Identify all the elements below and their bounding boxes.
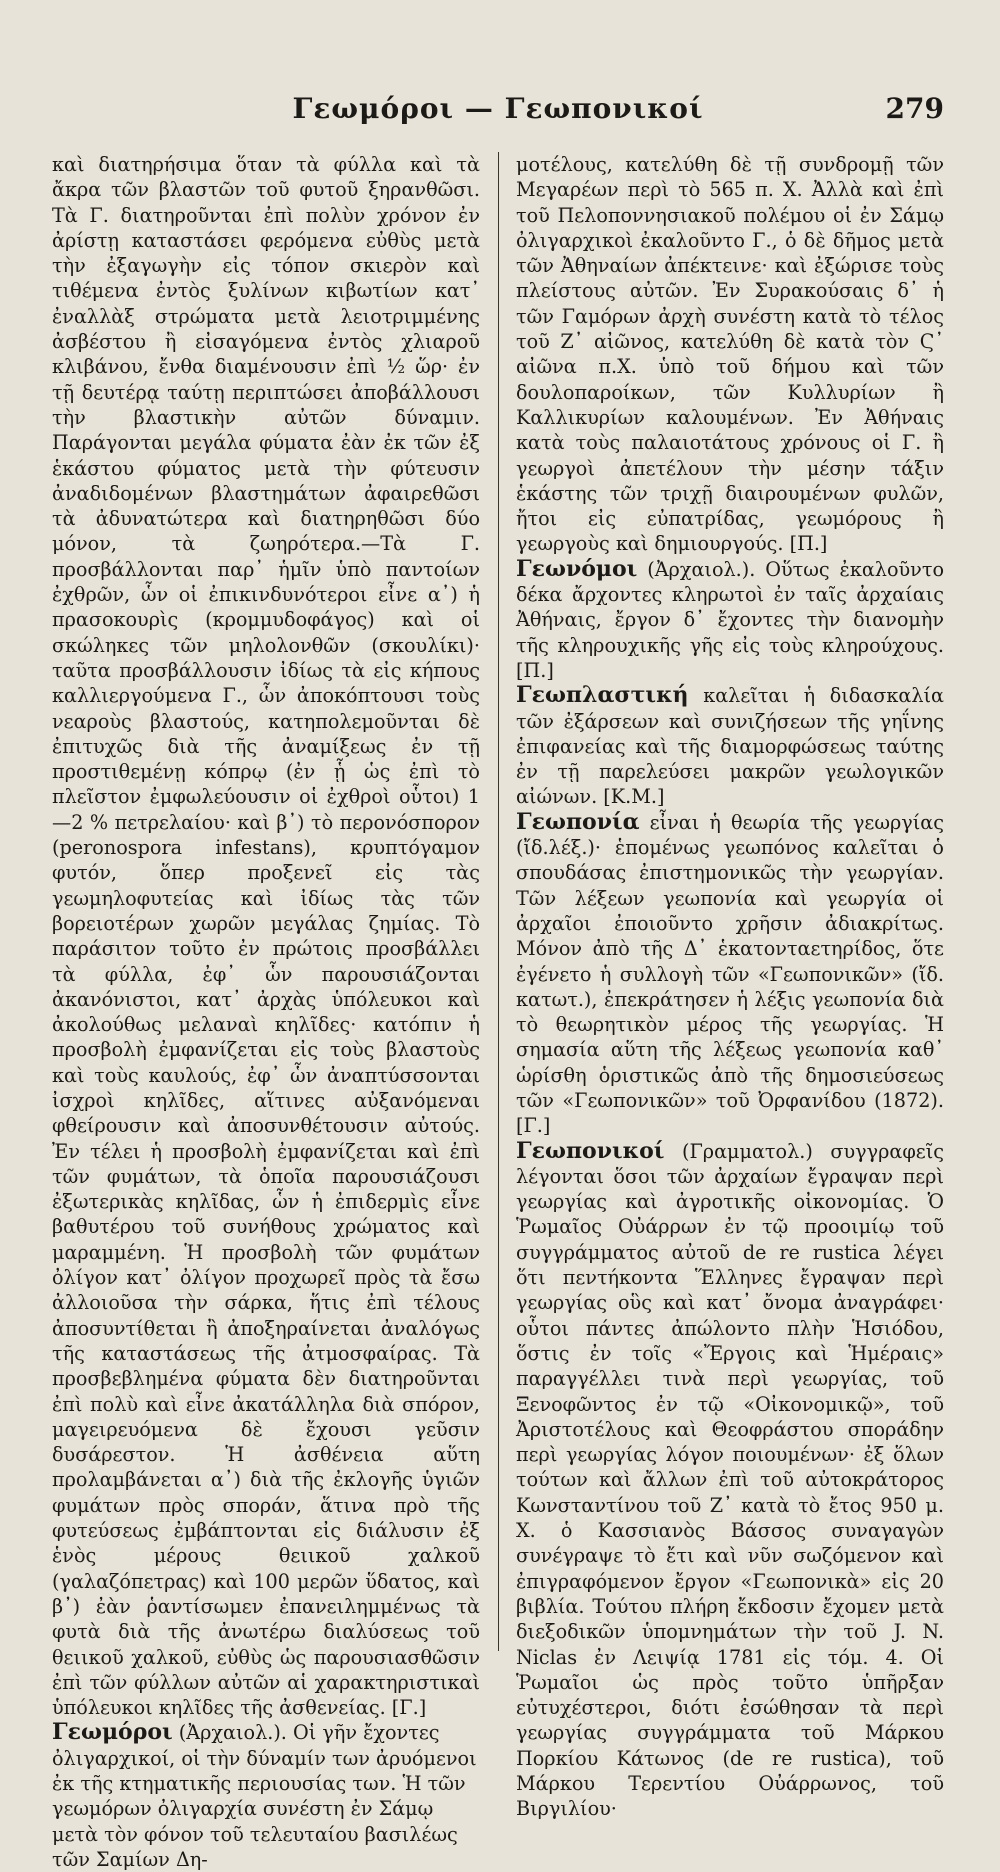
- column-rule: [498, 152, 499, 1651]
- entry-headword: Γεωπλαστική: [516, 682, 689, 709]
- entry-continuation: καὶ διατηρήσιμα ὅταν τὰ φύλλα καὶ τὰ ἄκρα τῶν βλαστῶν τοῦ φυτοῦ ξηρανθῶσι. Τὰ Γ. διατηροῦνται ἐπὶ πολὺν χρόνον ἐν ἀρίστῃ καταστάσει φερόμενα εὐθὺς μετὰ τὴν ἐξαγωγὴν εἰς τόπον σκιερὸν καὶ τιθέμενα ἐντὸς ξυλίνων κιβωτίων κατ᾽ ἐναλλὰξ στρώματα μετὰ λειοτριμμένης ἀσβέστου ἢ εἰσαγόμενα ἐντὸς χλιαροῦ κλιβάνου, ἔνθα διαμένουσιν ἐπὶ ½ ὥρ· ἐν τῇ δευτέρᾳ ταύτῃ περιπτώσει ἀποβάλλουσι τὴν βλαστικὴν αὐτῶν δύναμιν. Παράγονται μεγάλα φύματα ἐὰν ἐκ τῶν ἐξ ἑκάστου φύματος μετὰ τὴν φύτευσιν ἀναδιδομένων βλαστημάτων ἀφαιρεθῶσι τὰ ἀδυνατώτερα καὶ διατηρηθῶσι δύο μόνον, τὰ ζωηρότερα.—Τὰ Γ. προσβάλλονται παρ᾽ ἡμῖν ὑπὸ παντοίων ἐχθρῶν, ὧν οἱ ἐπικινδυνότεροι εἶνε α᾽) ἡ πρασοκουρὶς (κρομμυδοφάγος) καὶ οἱ σκώληκες τῶν μηλολονθῶν (σκουλίκι)· ταῦτα προσβάλλουσιν ἰδίως τὰ εἰς κήπους καλλιεργούμενα Γ., ὧν ἀποκόπτουσι τοὺς νεαροὺς βλαστούς, κατηπολεμοῦνται δὲ ἐπιτυχῶς διὰ τῆς ἀναμίξεως ἐν τῇ προστιθεμένῃ κόπρῳ (ἐν ᾗ ὡς ἐπὶ τὸ πλεῖστον ἐμφωλεύουσιν οἱ ἐχθροὶ οὗτοι) 1—2 % πετρελαίου· καὶ β᾽) τὸ περονόσπορον (peronospora infestans), κρυπτόγαμον φυτόν, ὅπερ προξενεῖ εἰς τὰς γεωμηλοφυτείας καὶ ἰδίως τὰς τῶν βορειοτέρων χωρῶν μεγάλας ζημίας. Τὸ παράσιτον τοῦτο ἐν πρώτοις προσβάλλει τὰ φύλλα, ἐφ᾽ ὧν παρουσιάζονται ἀκανόνιστοι, κατ᾽ ἀρχὰς ὑπόλευκοι καὶ ἀκολούθως μελαναὶ κηλῖδες· κατόπιν ἡ προσβολὴ ἐμφανίζεται εἰς τοὺς βλαστοὺς καὶ τοὺς καυλούς, ἐφ᾽ ὧν ἀναπτύσσονται ἰσχροὶ κηλῖδες, αἵτινες αὐξανόμεναι φθείρουσιν καὶ ἀποσυνθέτουσιν αὐτούς. Ἐν τέλει ἡ προσβολὴ ἐμφανίζεται καὶ ἐπὶ τῶν φυμάτων, τὰ ὁποῖα παρουσιάζουσι ἐξωτερικὰς κηλῖδας, ὧν ἡ ἐπιδερμὶς εἶνε βαθυτέρου τοῦ συνήθους χρώματος καὶ μαραμμένη. Ἡ προσβολὴ τῶν φυμάτων ὀλίγον κατ᾽ ὀλίγον προχωρεῖ πρὸς τὰ ἔσω ἀλλοιοῦσα τὴν σάρκα, ἥτις ἐπὶ τέλους ἀποσυντίθεται ἢ ἀποξηραίνεται ἀναλόγως τῆς καταστάσεως τῆς ἀτμοσφαίρας. Τὰ προσβεβλημένα φύματα δὲν διατηροῦνται ἐπὶ πολὺ καὶ εἶνε ἀκατάλληλα διὰ σπόρον, μαγειρευόμενα δὲ ἔχουσι γεῦσιν δυσάρεστον. Ἡ ἀσθένεια αὕτη προλαμβάνεται α᾽) διὰ τῆς ἐκλογῆς ὑγιῶν φυμάτων πρὸς σποράν, ἅτινα πρὸ τῆς φυτεύσεως ἐμβάπτονται εἰς διάλυσιν ἐξ ἑνὸς μέρους θειικοῦ χαλκοῦ (γαλαζόπετρας) καὶ 100 μερῶν ὕδατος, καὶ β᾽) ἐὰν ῥαντίσωμεν ἐπανειλημμένως τὰ φυτὰ διὰ τῆς ἀνωτέρω διαλύσεως τοῦ θειικοῦ χαλκοῦ, εὐθὺς ὡς παρουσιασθῶσιν ἐπὶ τῶν φύλλων αὐτῶν αἱ χαρακτηριστικαὶ ὑπόλευκοι κηλῖδες τῆς ἀσθενείας. [Γ.]: [52, 153, 480, 1720]
- entry-geoplastike: Γεωπλαστική καλεῖται ἡ διδασκαλία τῶν ἐξάρσεων καὶ συνιζήσεων τῆς γηΐνης ἐπιφανείας καὶ τῆς διαμορφώσεως ταύτης ἐν τῇ παρελεύσει μακρῶν γεωλογικῶν αἰώνων. [Κ.Μ.]: [516, 682, 944, 809]
- entry-geoponia: Γεωπονία εἶναι ἡ θεωρία τῆς γεωργίας (ἴδ.λέξ.)· ἑπομένως γεωπόνος καλεῖται ὁ σπουδάσας ἐπιστημονικῶς τὴν γεωργίαν. Τῶν λέξεων γεωπονία καὶ γεωργία οἱ ἀρχαῖοι ἐποιοῦντο χρῆσιν ἀδιακρίτως. Μόνον ἀπὸ τῆς Δ᾽ ἑκατονταετηρίδος, ὅτε ἐγένετο ἡ συλλογὴ τῶν «Γεωπονικῶν» (ἴδ. κατωτ.), ἐπεκράτησεν ἡ λέξις γεωπονία διὰ τὸ θεωρητικὸν μέρος τῆς γεωργίας. Ἡ σημασία αὕτη τῆς λέξεως γεωπονία καθ᾽ ὡρίσθη ὁριστικῶς ἀπὸ τῆς δημοσιεύσεως τῶν «Γεωπονικῶν» τοῦ Ὀρφανίδου (1872). [Γ.]: [516, 808, 944, 1138]
- entry-continuation-right: μοτέλους, κατελύθη δὲ τῇ συνδρομῇ τῶν Μεγαρέων περὶ τὸ 565 π. Χ. Ἀλλὰ καὶ ἐπὶ τοῦ Πελοποννησιακοῦ πολέμου οἱ ἐν Σάμῳ ὀλιγαρχικοὶ ἐκαλοῦντο Γ., ὁ δὲ δῆμος μετὰ τῶν Ἀθηναίων ἀπέκτεινε· καὶ ἐξώρισε τοὺς πλείστους αὐτῶν. Ἐν Συρακούσαις δ᾽ ἡ τῶν Γαμόρων ἀρχὴ συνέστη κατὰ τὸ τέλος τοῦ Ζ᾽ αἰῶνος, κατελύθη δὲ κατὰ τὸν Ϛ᾽ αἰῶνα π.Χ. ὑπὸ τοῦ δήμου καὶ τῶν δουλοπαροίκων, τῶν Κυλλυρίων ἢ Καλλικυρίων καλουμένων. Ἐν Ἀθήναις κατὰ τοὺς παλαιοτάτους χρόνους οἱ Γ. ἢ γεωργοὶ ἀπετέλουν τὴν μέσην τάξιν ἑκάστης τῶν τριχῇ διαιρουμένων φυλῶν, ἤτοι εἰς εὐπατρίδας, γεωμόρους ἢ γεωργοὺς καὶ δημιουργούς. [Π.]: [516, 153, 944, 556]
- page-header: [52, 92, 944, 136]
- entry-headword: Γεωμόροι: [52, 1719, 173, 1746]
- running-head: Γεωμόροι — Γεωπονικοί: [292, 92, 704, 125]
- page-number: 279: [885, 92, 944, 125]
- right-column: [516, 152, 944, 1821]
- left-column: [52, 152, 480, 1871]
- entry-headword: Γεωπονικοί: [516, 1137, 665, 1164]
- entry-geoponikoi: Γεωπονικοί (Γραμματολ.) συγγραφεῖς λέγονται ὅσοι τῶν ἀρχαίων ἔγραψαν περὶ γεωργίας καὶ ἀγροτικῆς οἰκονομίας. Ὁ Ῥωμαῖος Οὐάρρων ἐν τῷ προοιμίῳ τοῦ συγγράμματος αὐτοῦ de re rustica λέγει ὅτι πεντήκοντα Ἕλληνες ἔγραψαν περὶ γεωργίας οὓς καὶ κατ᾽ ὄνομα ἀναγράφει· οὗτοι πάντες ἀπώλοντο πλὴν Ἡσιόδου, ὅστις ἐν τοῖς «Ἔργοις καὶ Ἡμέραις» παραγγέλλει τινὰ περὶ γεωργίας, τοῦ Ξενοφῶντος ἐν τῷ «Οἰκονομικῷ», τοῦ Ἀριστοτέλους καὶ Θεοφράστου σποράδην περὶ γεωργίας λόγον ποιουμένων· ἐξ ὅλων τούτων καὶ ἄλλων ἐπὶ τοῦ αὐτοκράτορος Κωνσταντίνου τοῦ Ζ᾽ κατὰ τὸ ἔτος 950 μ. Χ. ὁ Κασσιανὸς Βάσσος συναγαγὼν συνέγραψε τὸ ἔτι καὶ νῦν σωζόμενον καὶ ἐπιγραφόμενον ἔργον «Γεωπονικὰ» εἰς 20 βιβλία. Τούτου πλήρη ἔκδοσιν ἔχομεν μετὰ διεξοδικῶν ὑπομνημάτων τὴν τοῦ J. N. Niclas ἐν Λειψίᾳ 1781 εἰς τόμ. 4. Οἱ Ῥωμαῖοι ὡς πρὸς τοῦτο ὑπῆρξαν εὐτυχέστεροι, διότι ἐσώθησαν τὰ περὶ γεωργίας συγγράμματα τοῦ Μάρκου Πορκίου Κάτωνος (de re rustica), τοῦ Μάρκου Τερεντίου Οὐάρρωνος, τοῦ Βιργιλίου·: [516, 1137, 944, 1821]
- entry-headword: Γεωπονία: [516, 808, 640, 835]
- entry-geonomoi: Γεωνόμοι (Ἀρχαιολ.). Οὕτως ἐκαλοῦντο δέκα ἄρχοντες κληρωτοὶ ἐν ταῖς ἀρχαίαις Ἀθήναις, ἔργον δ᾽ ἔχοντες τὴν διανομὴν τῆς κληρουχικῆς γῆς εἰς τοὺς κληρούχους. [Π.]: [516, 555, 944, 682]
- entry-geomoroi: Γεωμόροι (Ἀρχαιολ.). Οἱ γῆν ἔχοντες ὀλιγαρχικοί, οἱ τὴν δύναμίν των ἀρυόμενοι ἐκ τῆς κτηματικῆς περιουσίας των. Ἡ τῶν γεωμόρων ὀλιγαρχία συνέστη ἐν Σάμῳ μετὰ τὸν φόνον τοῦ τελευταίου βασιλέως τῶν Σαμίων Δη-: [52, 1719, 477, 1871]
- entry-headword: Γεωνόμοι: [516, 555, 638, 582]
- two-column-body: [52, 152, 944, 1871]
